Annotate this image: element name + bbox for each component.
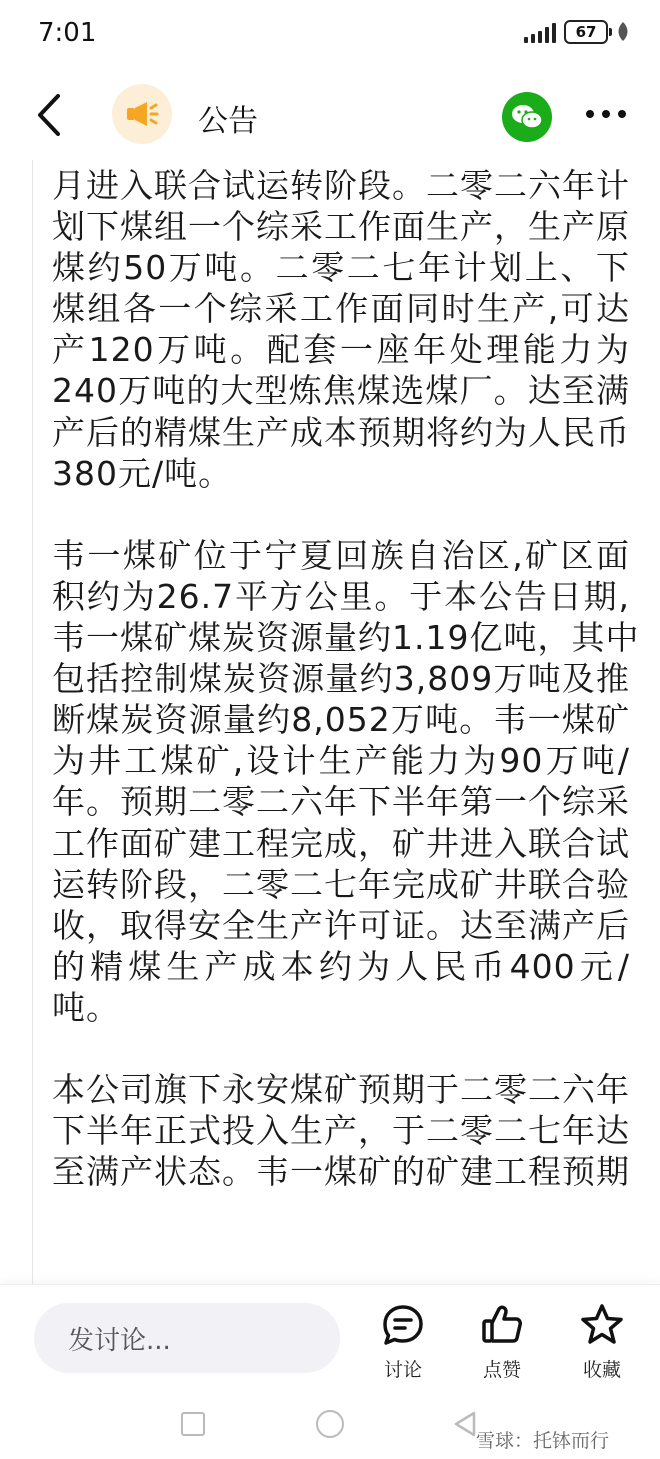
article-line: 韦一煤矿位于宁夏回族自治区,矿区面 [52, 535, 630, 575]
nav-bar [0, 70, 660, 160]
watermark: 雪球：托钵而行 [476, 1430, 610, 1452]
article-line: 煤组各一个综采工作面同时生产,可达 [52, 289, 630, 329]
battery-level: 67 [575, 23, 597, 41]
signal-icon [524, 21, 556, 43]
megaphone-icon[interactable] [112, 84, 172, 144]
leaf-icon [616, 21, 630, 43]
paragraph-gap [52, 1028, 630, 1069]
home-icon[interactable] [316, 1410, 344, 1438]
status-bar [0, 0, 660, 70]
recent-apps-icon[interactable] [181, 1412, 205, 1436]
wechat-icon[interactable] [502, 92, 552, 142]
article-line: 至满产状态。韦一煤矿的矿建工程预期 [52, 1152, 630, 1192]
discuss-label: 讨论 [383, 1359, 422, 1381]
article-divider [32, 160, 33, 1284]
star-icon [580, 1303, 624, 1347]
paragraph [52, 1069, 630, 1192]
like-label: 点赞 [482, 1359, 521, 1381]
article-line: 本公司旗下永安煤矿预期于二零二六年 [52, 1070, 630, 1110]
favorite-button[interactable] [570, 1303, 634, 1382]
back-arrow-icon[interactable] [28, 90, 72, 140]
more-dots-icon[interactable] [586, 106, 626, 122]
discuss-icon [381, 1303, 425, 1347]
article-line: 韦一煤矿煤炭资源量约1.19亿吨，其中 [52, 618, 640, 658]
paragraph [52, 535, 640, 1028]
article-body [0, 160, 660, 1284]
system-nav-bar [0, 1396, 660, 1459]
like-button[interactable] [470, 1303, 534, 1382]
action-bar [0, 1284, 660, 1396]
article-line: 的精煤生产成本约为人民币400元/ [52, 946, 630, 986]
article-line: 产后的精煤生产成本预期将约为人民币 [52, 412, 630, 452]
article-line: 积约为26.7平方公里。于本公告日期, [52, 576, 630, 616]
status-time: 7:01 [38, 18, 97, 48]
comment-input[interactable]: 发讨论... [34, 1303, 340, 1373]
article-line: 断煤炭资源量约8,052万吨。韦一煤矿 [52, 700, 630, 740]
page-title: 公告 [198, 104, 258, 139]
paragraph [52, 165, 630, 494]
paragraph-gap [52, 494, 630, 535]
article-line: 240万吨的大型炼焦煤选煤厂。达至满 [52, 371, 630, 411]
article-line: 产120万吨。配套一座年处理能力为 [52, 330, 630, 370]
system-back-icon[interactable] [452, 1410, 478, 1438]
article-line: 划下煤组一个综采工作面生产，生产原 [52, 207, 630, 247]
article-line: 收，取得安全生产许可证。达至满产后 [52, 905, 630, 945]
article-line: 包括控制煤炭资源量约3,809万吨及推 [52, 659, 630, 699]
article-line: 运转阶段，二零二七年完成矿井联合验 [52, 864, 630, 904]
article-line: 下半年正式投入生产，于二零二七年达 [52, 1111, 630, 1151]
article-line: 吨。 [52, 987, 120, 1027]
thumbs-up-icon [480, 1303, 524, 1347]
article-line: 月进入联合试运转阶段。二零二六年计 [52, 166, 630, 205]
article-line: 煤约50万吨。二零二七年计划上、下 [52, 248, 630, 288]
article-line: 为井工煤矿,设计生产能力为90万吨/ [52, 741, 630, 781]
favorite-label: 收藏 [582, 1359, 621, 1381]
discuss-button[interactable] [371, 1303, 435, 1382]
article-line: 380元/吨。 [52, 453, 233, 493]
article-line: 工作面矿建工程完成，矿井进入联合试 [52, 823, 630, 863]
status-icons [524, 20, 630, 44]
article-line: 年。预期二零二六年下半年第一个综采 [52, 782, 630, 822]
battery-icon [564, 20, 608, 44]
article-text [52, 165, 640, 1192]
